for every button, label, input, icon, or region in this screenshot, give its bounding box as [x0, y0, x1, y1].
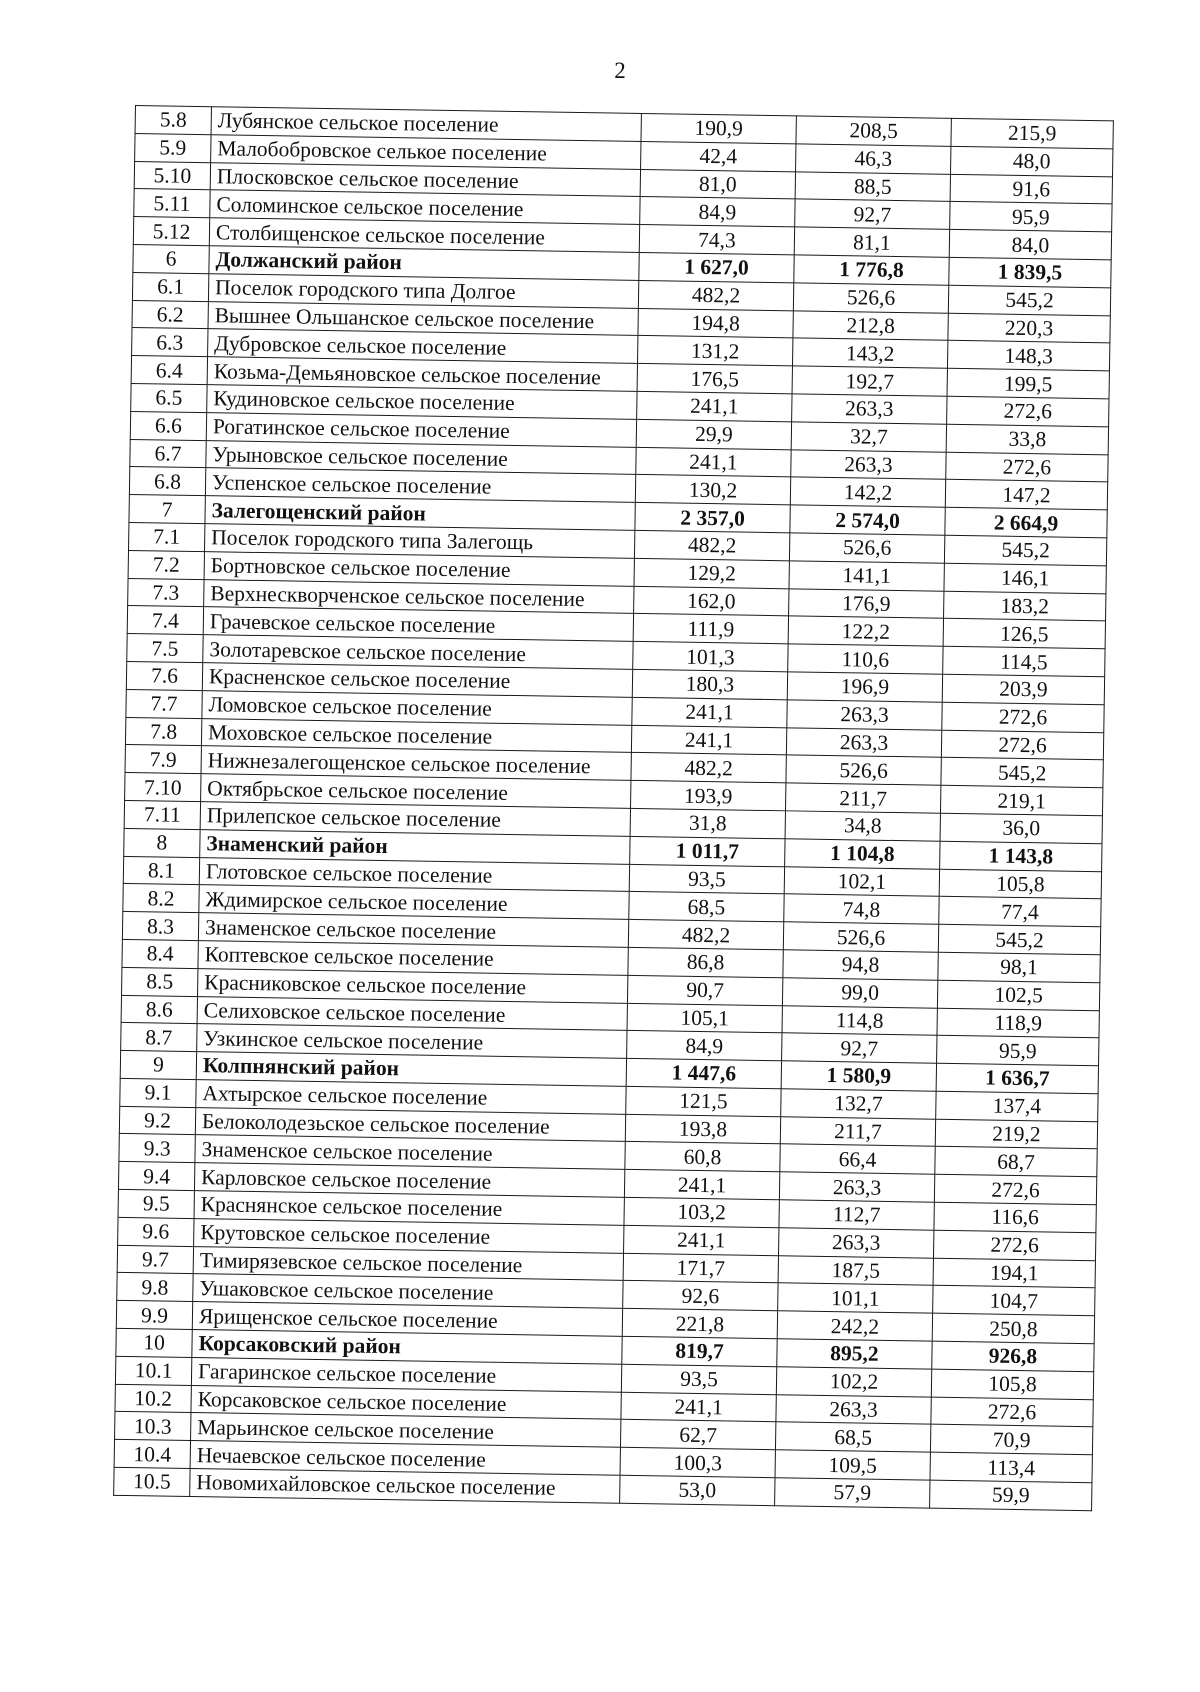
- value-col-1: 241,1: [636, 447, 791, 477]
- value-col-3: 126,5: [943, 619, 1105, 649]
- value-col-1: 221,8: [622, 1309, 777, 1339]
- value-col-2: 263,3: [786, 727, 941, 757]
- row-name: Коптевское сельское поселение: [198, 941, 628, 976]
- row-number: 7.8: [125, 717, 201, 746]
- value-col-1: 1 011,7: [630, 836, 785, 866]
- row-number: 7.2: [128, 550, 204, 579]
- row-number: 6.6: [130, 411, 206, 440]
- row-number: 8.6: [121, 995, 197, 1024]
- row-number: 9.2: [119, 1106, 195, 1135]
- value-col-1: 193,8: [625, 1114, 780, 1144]
- value-col-1: 129,2: [634, 558, 789, 588]
- row-name: Успенское сельское поселение: [205, 468, 635, 503]
- row-name: Красненское сельское поселение: [202, 663, 632, 698]
- value-col-1: 482,2: [631, 753, 786, 783]
- table-body: [114, 106, 1114, 1511]
- value-col-2: 526,6: [789, 533, 944, 563]
- value-col-3: 199,5: [947, 368, 1109, 398]
- value-col-3: 545,2: [948, 285, 1110, 315]
- row-name: Знаменское сельское поселение: [195, 1135, 625, 1170]
- value-col-1: 60,8: [625, 1142, 780, 1172]
- value-col-2: 1 580,9: [781, 1061, 936, 1091]
- value-col-2: 1 776,8: [794, 255, 949, 285]
- row-name: Белоколодезьское сельское поселение: [195, 1107, 625, 1142]
- value-col-1: 241,1: [624, 1170, 779, 1200]
- row-number: 9.3: [119, 1134, 195, 1163]
- value-col-3: 70,9: [930, 1425, 1092, 1455]
- value-col-2: 99,0: [782, 977, 937, 1007]
- value-col-1: 31,8: [630, 808, 785, 838]
- row-name: Тимирязевское сельское поселение: [193, 1246, 623, 1281]
- value-col-3: 59,9: [930, 1480, 1092, 1510]
- row-name: Ждимирское сельское поселение: [199, 885, 629, 920]
- value-col-3: 148,3: [947, 341, 1109, 371]
- row-name: Залегощенский район: [205, 496, 635, 531]
- value-col-1: 121,5: [626, 1086, 781, 1116]
- value-col-2: 211,7: [780, 1116, 935, 1146]
- row-name: Новомихайловское сельское поселение: [190, 1469, 620, 1504]
- value-col-2: 101,1: [778, 1283, 933, 1313]
- value-col-1: 1 447,6: [626, 1058, 781, 1088]
- value-col-3: 116,6: [934, 1202, 1096, 1232]
- row-number: 5.10: [134, 161, 210, 190]
- page-number: 2: [614, 58, 626, 83]
- value-col-3: 1 839,5: [949, 257, 1111, 287]
- value-col-1: 241,1: [624, 1225, 779, 1255]
- value-col-1: 68,5: [629, 892, 784, 922]
- value-col-3: 272,6: [947, 396, 1109, 426]
- value-col-3: 84,0: [949, 229, 1111, 259]
- value-col-3: 36,0: [940, 813, 1102, 843]
- value-col-1: 482,2: [638, 280, 793, 310]
- value-col-3: 137,4: [936, 1091, 1098, 1121]
- row-number: 7.4: [127, 606, 203, 635]
- row-number: 10.5: [114, 1467, 190, 1496]
- value-col-3: 545,2: [944, 535, 1106, 565]
- row-number: 6.4: [131, 356, 207, 385]
- value-col-3: 33,8: [946, 424, 1108, 454]
- value-col-1: 819,7: [622, 1336, 777, 1366]
- value-col-2: 112,7: [779, 1200, 934, 1230]
- row-number: 8.1: [123, 856, 199, 885]
- row-name: Малобобровское селькое поселение: [211, 134, 641, 169]
- value-col-2: 132,7: [781, 1089, 936, 1119]
- value-col-2: 92,7: [795, 199, 950, 229]
- row-name: Карловское сельское поселение: [194, 1163, 624, 1198]
- row-name: Рогатинское сельское поселение: [206, 412, 636, 447]
- value-col-3: 1 636,7: [936, 1063, 1098, 1093]
- value-col-2: 57,9: [775, 1478, 930, 1508]
- row-number: 8.5: [122, 967, 198, 996]
- value-col-1: 86,8: [628, 947, 783, 977]
- row-name: Должанский район: [209, 246, 639, 281]
- settlements-table: [113, 105, 1114, 1511]
- value-col-3: 114,5: [943, 646, 1105, 676]
- row-name: Крутовское сельское поселение: [194, 1218, 624, 1253]
- value-col-1: 105,1: [627, 1003, 782, 1033]
- row-name: Вышнее Ольшанское сельское поселение: [208, 301, 638, 336]
- value-col-3: 95,9: [937, 1036, 1099, 1066]
- row-name: Поселок городского типа Долгое: [208, 273, 638, 308]
- value-col-2: 263,3: [791, 449, 946, 479]
- value-col-3: 102,5: [937, 980, 1099, 1010]
- value-col-1: 62,7: [620, 1420, 775, 1450]
- row-name: Ушаковское сельское поселение: [193, 1274, 623, 1309]
- row-number: 8.2: [123, 884, 199, 913]
- value-col-3: 98,1: [938, 952, 1100, 982]
- value-col-2: 211,7: [785, 783, 940, 813]
- row-name: Краснянское сельское поселение: [194, 1191, 624, 1226]
- value-col-3: 105,8: [939, 869, 1101, 899]
- value-col-1: 84,9: [627, 1031, 782, 1061]
- row-number: 6.8: [129, 467, 205, 496]
- value-col-2: 208,5: [796, 116, 951, 146]
- value-col-1: 103,2: [624, 1197, 779, 1227]
- row-number: 6: [133, 244, 209, 273]
- value-col-2: 176,9: [789, 588, 944, 618]
- value-col-3: 219,2: [935, 1119, 1097, 1149]
- row-number: 9.7: [117, 1245, 193, 1274]
- row-number: 6.1: [132, 272, 208, 301]
- value-col-1: 100,3: [620, 1448, 775, 1478]
- row-number: 10.3: [115, 1412, 191, 1441]
- row-name: Знаменское сельское поселение: [198, 913, 628, 948]
- value-col-3: 183,2: [944, 591, 1106, 621]
- value-col-1: 241,1: [632, 697, 787, 727]
- value-col-1: 93,5: [621, 1364, 776, 1394]
- row-name: Гагаринское сельское поселение: [191, 1357, 621, 1392]
- value-col-1: 2 357,0: [635, 503, 790, 533]
- value-col-3: 272,6: [933, 1230, 1095, 1260]
- row-number: 5.9: [135, 133, 211, 162]
- row-name: Грачевское сельское поселение: [203, 607, 633, 642]
- value-col-3: 95,9: [950, 202, 1112, 232]
- value-col-2: 81,1: [794, 227, 949, 257]
- value-col-1: 101,3: [633, 642, 788, 672]
- value-col-1: 180,3: [632, 669, 787, 699]
- row-number: 10.4: [114, 1440, 190, 1469]
- row-number: 7.7: [126, 689, 202, 718]
- row-number: 7.9: [125, 745, 201, 774]
- row-number: 10.1: [115, 1356, 191, 1385]
- row-name: Поселок городского типа Залегощь: [204, 524, 634, 559]
- value-col-1: 176,5: [637, 364, 792, 394]
- row-name: Дубровское сельское поселение: [208, 329, 638, 364]
- value-col-2: 1 104,8: [785, 839, 940, 869]
- value-col-3: 146,1: [944, 563, 1106, 593]
- value-col-2: 32,7: [791, 422, 946, 452]
- row-number: 10: [116, 1328, 192, 1357]
- value-col-3: 545,2: [938, 924, 1100, 954]
- value-col-2: 92,7: [782, 1033, 937, 1063]
- row-name: Лубянское сельское поселение: [211, 107, 641, 142]
- value-col-3: 219,1: [940, 785, 1102, 815]
- value-col-3: 272,6: [931, 1397, 1093, 1427]
- value-col-1: 241,1: [637, 391, 792, 421]
- row-name: Знаменский район: [200, 829, 630, 864]
- value-col-3: 250,8: [932, 1313, 1094, 1343]
- value-col-2: 94,8: [783, 950, 938, 980]
- row-name: Нечаевское сельское поселение: [190, 1441, 620, 1476]
- value-col-2: 895,2: [777, 1339, 932, 1369]
- value-col-2: 74,8: [784, 894, 939, 924]
- row-number: 9.6: [118, 1217, 194, 1246]
- row-number: 5.11: [134, 189, 210, 218]
- value-col-1: 162,0: [634, 586, 789, 616]
- row-number: 9: [120, 1050, 196, 1079]
- value-col-2: 46,3: [796, 144, 951, 174]
- row-name: Кудиновское сельское поселение: [207, 385, 637, 420]
- value-col-3: 203,9: [942, 674, 1104, 704]
- row-number: 9.4: [118, 1162, 194, 1191]
- value-col-2: 34,8: [785, 811, 940, 841]
- value-col-2: 141,1: [789, 561, 944, 591]
- row-number: 9.1: [120, 1078, 196, 1107]
- value-col-3: 2 664,9: [945, 507, 1107, 537]
- value-col-2: 102,2: [776, 1367, 931, 1397]
- row-number: 6.7: [130, 439, 206, 468]
- value-col-1: 42,4: [641, 141, 796, 171]
- row-name: Глотовское сельское поселение: [199, 857, 629, 892]
- row-name: Бортновское сельское поселение: [204, 551, 634, 586]
- row-number: 7.3: [128, 578, 204, 607]
- value-col-2: 143,2: [792, 338, 947, 368]
- row-number: 7.6: [126, 661, 202, 690]
- row-number: 9.9: [116, 1301, 192, 1330]
- value-col-3: 194,1: [933, 1258, 1095, 1288]
- row-name: Селиховское сельское поселение: [197, 996, 627, 1031]
- value-col-3: 118,9: [937, 1008, 1099, 1038]
- value-col-2: 122,2: [788, 616, 943, 646]
- value-col-2: 526,6: [786, 755, 941, 785]
- row-name: Соломинское сельское поселение: [210, 190, 640, 225]
- value-col-3: 147,2: [945, 480, 1107, 510]
- value-col-1: 171,7: [623, 1253, 778, 1283]
- value-col-3: 105,8: [931, 1369, 1093, 1399]
- row-name: Золотаревское сельское поселение: [203, 635, 633, 670]
- value-col-1: 1 627,0: [639, 252, 794, 282]
- value-col-2: 263,3: [787, 700, 942, 730]
- value-col-2: 109,5: [775, 1450, 930, 1480]
- row-number: 7.5: [127, 634, 203, 663]
- row-name: Ярищенское сельское поселение: [192, 1302, 622, 1337]
- row-name: Октябрьское сельское поселение: [201, 774, 631, 809]
- row-number: 9.8: [117, 1273, 193, 1302]
- value-col-1: 81,0: [640, 169, 795, 199]
- value-col-1: 193,9: [631, 780, 786, 810]
- value-col-3: 113,4: [930, 1452, 1092, 1482]
- value-col-2: 2 574,0: [790, 505, 945, 535]
- row-name: Верхнескворченское сельское поселение: [204, 579, 634, 614]
- value-col-3: 272,6: [941, 730, 1103, 760]
- row-number: 6.2: [132, 300, 208, 329]
- row-name: Корсаковское сельское поселение: [191, 1385, 621, 1420]
- value-col-2: 526,6: [783, 922, 938, 952]
- row-name: Нижнезалегощенское сельское поселение: [201, 746, 631, 781]
- value-col-2: 196,9: [787, 672, 942, 702]
- row-number: 6.3: [132, 328, 208, 357]
- value-col-1: 93,5: [629, 864, 784, 894]
- row-number: 9.5: [118, 1189, 194, 1218]
- value-col-2: 142,2: [790, 477, 945, 507]
- value-col-2: 526,6: [793, 283, 948, 313]
- row-number: 7: [129, 495, 205, 524]
- value-col-3: 215,9: [951, 118, 1113, 148]
- row-name: Корсаковский район: [192, 1330, 622, 1365]
- row-number: 8.4: [122, 939, 198, 968]
- value-col-1: 482,2: [628, 919, 783, 949]
- value-col-1: 90,7: [627, 975, 782, 1005]
- row-name: Марьинское сельское поселение: [191, 1413, 621, 1448]
- row-name: Моховское сельское поселение: [201, 718, 631, 753]
- value-col-2: 88,5: [795, 171, 950, 201]
- value-col-1: 241,1: [621, 1392, 776, 1422]
- row-name: Столбищенское сельское поселение: [209, 218, 639, 253]
- row-name: Ахтырское сельское поселение: [196, 1079, 626, 1114]
- value-col-1: 130,2: [635, 475, 790, 505]
- value-col-1: 482,2: [634, 530, 789, 560]
- value-col-3: 220,3: [948, 313, 1110, 343]
- value-col-1: 111,9: [633, 614, 788, 644]
- value-col-1: 190,9: [641, 113, 796, 143]
- value-col-1: 194,8: [638, 308, 793, 338]
- row-name: Ломовское сельское поселение: [202, 690, 632, 725]
- row-name: Прилепское сельское поселение: [200, 802, 630, 837]
- value-col-2: 66,4: [780, 1144, 935, 1174]
- value-col-1: 84,9: [640, 197, 795, 227]
- value-col-3: 68,7: [935, 1147, 1097, 1177]
- value-col-3: 272,6: [934, 1174, 1096, 1204]
- value-col-3: 1 143,8: [940, 841, 1102, 871]
- value-col-3: 48,0: [951, 146, 1113, 176]
- value-col-2: 187,5: [778, 1255, 933, 1285]
- value-col-3: 77,4: [939, 897, 1101, 927]
- row-number: 7.1: [129, 522, 205, 551]
- row-name: Плосковское сельское поселение: [210, 162, 640, 197]
- row-number: 6.5: [131, 383, 207, 412]
- value-col-1: 53,0: [620, 1475, 775, 1505]
- value-col-1: 131,2: [638, 336, 793, 366]
- value-col-1: 241,1: [631, 725, 786, 755]
- value-col-1: 92,6: [623, 1281, 778, 1311]
- value-col-2: 68,5: [775, 1422, 930, 1452]
- row-number: 7.10: [125, 773, 201, 802]
- row-name: Урыновское сельское поселение: [206, 440, 636, 475]
- value-col-2: 114,8: [782, 1005, 937, 1035]
- row-name: Красниковское сельское поселение: [198, 968, 628, 1003]
- value-col-3: 272,6: [942, 702, 1104, 732]
- row-number: 8.7: [121, 1023, 197, 1052]
- value-col-2: 110,6: [788, 644, 943, 674]
- row-name: Козьма-Демьяновское сельское поселение: [207, 357, 637, 392]
- row-number: 8: [124, 828, 200, 857]
- value-col-2: 192,7: [792, 366, 947, 396]
- row-number: 10.2: [115, 1384, 191, 1413]
- value-col-2: 242,2: [777, 1311, 932, 1341]
- value-col-2: 263,3: [779, 1172, 934, 1202]
- row-number: 7.11: [124, 800, 200, 829]
- value-col-3: 91,6: [950, 174, 1112, 204]
- row-number: 8.3: [122, 912, 198, 941]
- value-col-2: 263,3: [792, 394, 947, 424]
- row-name: Узкинское сельское поселение: [197, 1024, 627, 1059]
- value-col-3: 272,6: [946, 452, 1108, 482]
- value-col-2: 212,8: [793, 310, 948, 340]
- value-col-1: 74,3: [639, 225, 794, 255]
- value-col-3: 104,7: [933, 1286, 1095, 1316]
- value-col-2: 102,1: [784, 866, 939, 896]
- value-col-1: 29,9: [636, 419, 791, 449]
- row-number: 5.8: [135, 106, 211, 135]
- row-number: 5.12: [133, 217, 209, 246]
- row-name: Колпнянский район: [196, 1052, 626, 1087]
- value-col-2: 263,3: [776, 1394, 931, 1424]
- value-col-3: 926,8: [932, 1341, 1094, 1371]
- value-col-2: 263,3: [779, 1228, 934, 1258]
- value-col-3: 545,2: [941, 758, 1103, 788]
